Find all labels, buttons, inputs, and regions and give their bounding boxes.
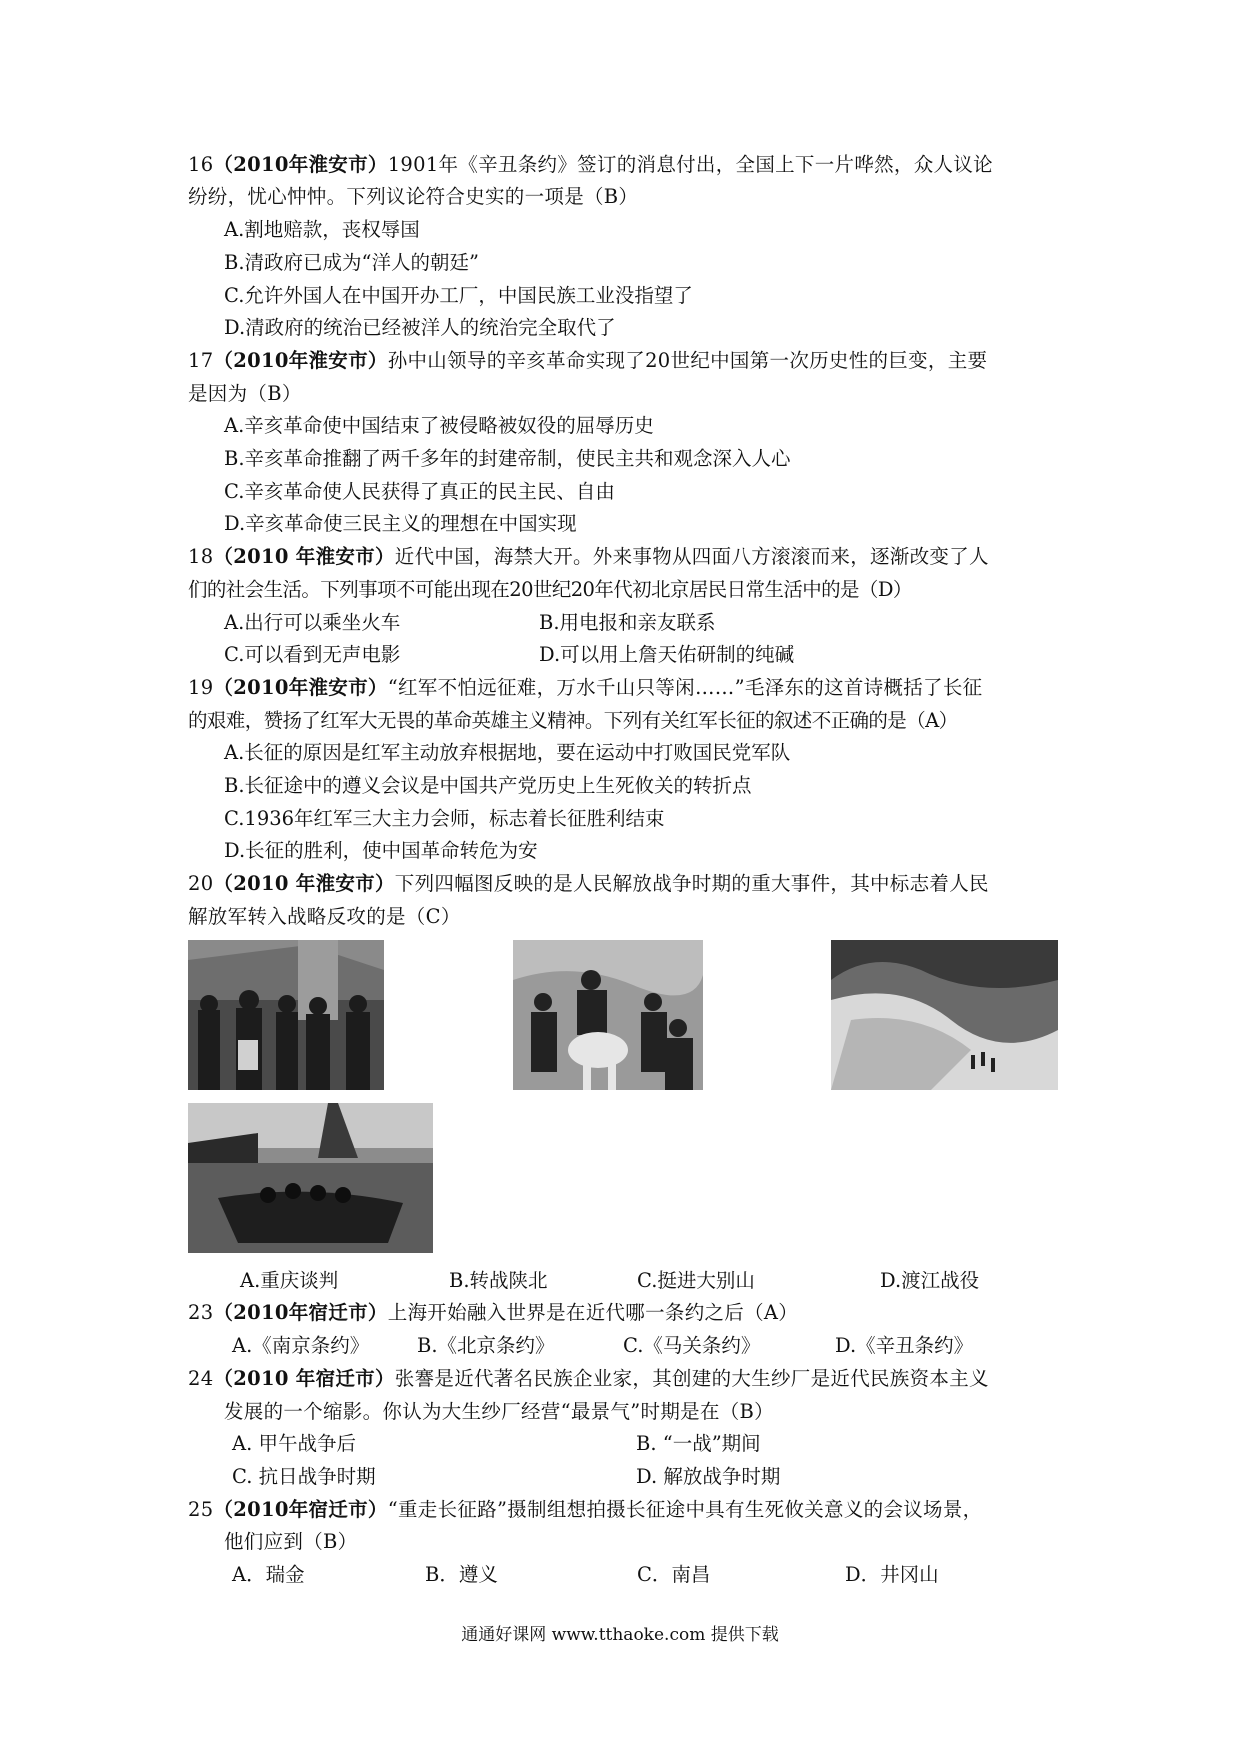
q16-option-c: C.允许外国人在中国开办工厂，中国民族工业没指望了 [224, 284, 693, 307]
q18-source: （2010 年淮安市） [213, 545, 395, 568]
q20-option-c: C.挺进大别山 [637, 1269, 755, 1292]
q20-option-b: B.转战陕北 [449, 1269, 548, 1292]
photo-fighting-in-northern-shaanxi [513, 940, 703, 1090]
q24-number: 24 [188, 1367, 214, 1390]
q20-line1 [188, 869, 989, 899]
q18-number: 18 [188, 545, 214, 568]
q16-option-a: A.割地赔款，丧权辱国 [224, 218, 420, 241]
q16-option-b: B.清政府已成为“洋人的朝廷” [224, 251, 479, 274]
q17-number: 17 [188, 349, 214, 372]
q18-option-b: B.用电报和亲友联系 [539, 611, 716, 634]
q25-option-b: B．遵义 [425, 1563, 498, 1586]
q18-option-c: C.可以看到无声电影 [224, 643, 401, 666]
q25-number: 25 [188, 1498, 214, 1521]
q16-stem-part2: 纷纷，忧心忡忡。下列议论符合史实的一项是（B） [188, 185, 639, 208]
q19-number: 19 [188, 676, 214, 699]
q19-stem-part2: 的艰难，赞扬了红军大无畏的革命英雄主义精神。下列有关红军长征的叙述不正确的是（A） [188, 709, 958, 732]
q25-source: （2010年宿迁市） [213, 1498, 388, 1521]
q20-stem-part1: 下列四幅图反映的是人民解放战争时期的重大事件，其中标志着人民 [394, 872, 989, 895]
q18-option-d: D.可以用上詹天佑研制的纯碱 [539, 643, 795, 666]
q18-stem-part2: 们的社会生活。下列事项不可能出现在20世纪20年代初北京居民日常生活中的是（D） [188, 578, 912, 601]
photo-advance-to-dabie-mountains [831, 940, 1058, 1090]
q23-number: 23 [188, 1301, 214, 1324]
q24-option-d: D. 解放战争时期 [636, 1465, 781, 1488]
q23-option-d: D.《辛丑条约》 [835, 1334, 974, 1357]
q23-source: （2010年宿迁市） [213, 1301, 388, 1324]
q20-stem-part2: 解放军转入战略反攻的是（C） [188, 905, 461, 928]
q23-option-c: C.《马关条约》 [623, 1334, 761, 1357]
q19-line1 [188, 673, 982, 703]
q24-option-c: C. 抗日战争时期 [232, 1465, 376, 1488]
q16-stem-part1: 1901年《辛丑条约》签订的消息付出，全国上下一片哗然，众人议论 [387, 153, 993, 176]
q17-option-b: B.辛亥革命推翻了两千多年的封建帝制，使民主共和观念深入人心 [224, 447, 791, 470]
q25-line1 [188, 1495, 982, 1525]
q20-source: （2010 年淮安市） [213, 872, 395, 895]
photo-yangtze-river-crossing [188, 1103, 433, 1253]
photo-chongqing-negotiation [188, 940, 384, 1090]
q18-option-a: A.出行可以乘坐火车 [224, 611, 401, 634]
q23-option-b: B.《北京条约》 [417, 1334, 555, 1357]
q20-option-d: D.渡江战役 [880, 1269, 980, 1292]
q17-source: （2010年淮安市） [213, 349, 388, 372]
q17-option-a: A.辛亥革命使中国结束了被侵略被奴役的屈辱历史 [224, 414, 654, 437]
q25-stem-part2: 他们应到（B） [224, 1530, 358, 1553]
q23-stem: 上海开始融入世界是在近代哪一条约之后（A） [387, 1301, 799, 1324]
q25-option-d: D．井冈山 [845, 1563, 939, 1586]
q18-stem-part1: 近代中国，海禁大开。外来事物从四面八方滚滚而来，逐渐改变了人 [394, 545, 989, 568]
q18-line1 [188, 542, 989, 572]
q19-option-c: C.1936年红军三大主力会师，标志着长征胜利结束 [224, 807, 665, 830]
q25-option-a: A．瑞金 [232, 1563, 305, 1586]
q17-option-c: C.辛亥革命使人民获得了真正的民主民、自由 [224, 480, 615, 503]
q23-option-a: A.《南京条约》 [232, 1334, 370, 1357]
q19-option-d: D.长征的胜利，使中国革命转危为安 [224, 839, 538, 862]
q24-option-a: A. 甲午战争后 [232, 1432, 356, 1455]
q19-source: （2010年淮安市） [213, 676, 388, 699]
q23-line1 [188, 1298, 798, 1328]
q24-stem-part2: 发展的一个缩影。你认为大生纱厂经营“最景气”时期是在（B） [224, 1400, 774, 1423]
q17-stem-part1: 孙中山领导的辛亥革命实现了20世纪中国第一次历史性的巨变，主要 [387, 349, 988, 372]
page-footer: 通通好课网 www.tthaoke.com 提供下载 [461, 1625, 779, 1645]
q24-option-b: B. “一战”期间 [636, 1432, 761, 1455]
q25-option-c: C．南昌 [637, 1563, 711, 1586]
q16-line1 [188, 150, 993, 180]
q16-source: （2010年淮安市） [213, 153, 388, 176]
q25-stem-part1: “重走长征路”摄制组想拍摄长征途中具有生死攸关意义的会议场景， [387, 1498, 983, 1521]
q17-option-d: D.辛亥革命使三民主义的理想在中国实现 [224, 512, 577, 535]
q20-option-a: A.重庆谈判 [240, 1269, 339, 1292]
q16-number: 16 [188, 153, 214, 176]
q24-source: （2010 年宿迁市） [213, 1367, 395, 1390]
q19-option-b: B.长征途中的遵义会议是中国共产党历史上生死攸关的转折点 [224, 774, 752, 797]
q19-stem-part1: “红军不怕远征难，万水千山只等闲……”毛泽东的这首诗概括了长征 [387, 676, 983, 699]
q24-line1 [188, 1364, 989, 1394]
q24-stem-part1: 张謇是近代著名民族企业家，其创建的大生纱厂是近代民族资本主义 [394, 1367, 989, 1390]
q16-option-d: D.清政府的统治已经被洋人的统治完全取代了 [224, 316, 616, 339]
q17-stem-part2: 是因为（B） [188, 382, 302, 405]
q20-number: 20 [188, 872, 214, 895]
q17-line1 [188, 346, 987, 376]
q19-option-a: A.长征的原因是红军主动放弃根据地，要在运动中打败国民党军队 [224, 741, 791, 764]
